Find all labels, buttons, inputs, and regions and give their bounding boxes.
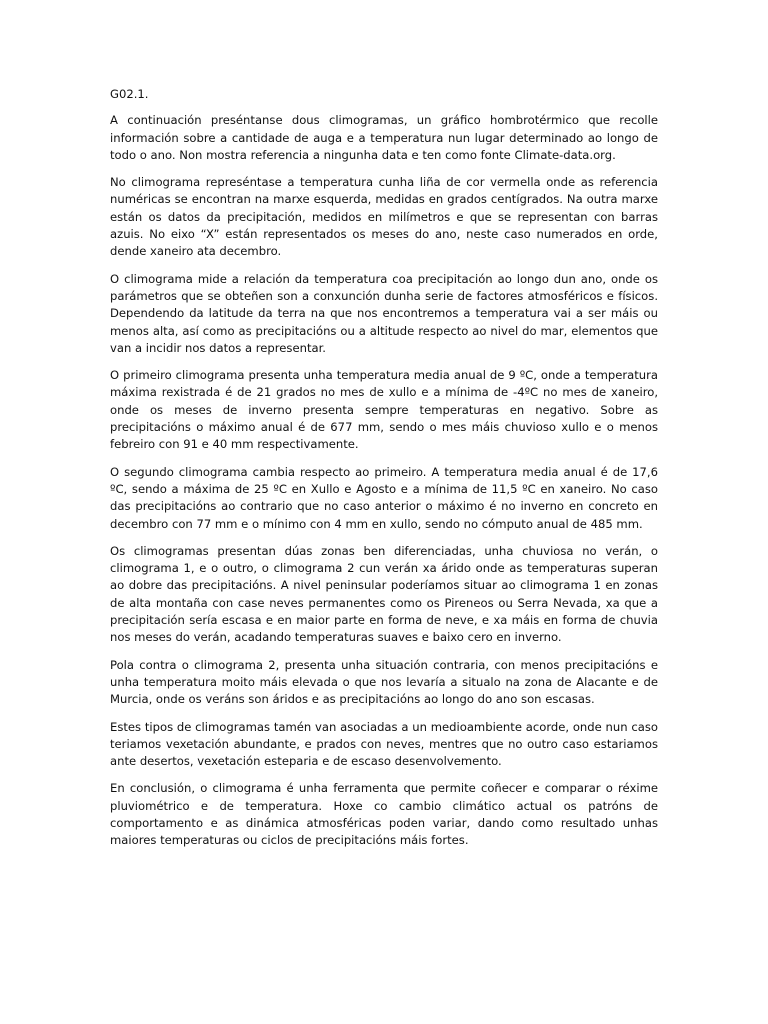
paragraph-second-climogram: O segundo climograma cambia respecto ao primeiro. A temperatura media anual é de 17,6 ºC, sendo a máxima de 25 ºC en Xullo e Agosto e a mínima de 11,5 ºC en xaneiro. No caso das precipitacións ao contrario que no caso anterior o máximo é no inverno en concreto en decembro con 77 mm e o mínimo con 4 mm en xullo, sendo no cómputo anual de 485 mm. — [110, 464, 658, 531]
document-heading: G02.1. — [110, 87, 149, 101]
document-body — [110, 86, 658, 860]
paragraph-second-location: Pola contra o climograma 2, presenta unha situación contraria, con menos precipitacións e unha temperatura moito máis elevada o que nos levaría a situalo na zona de Alacante e de Murcia, onde os veráns son áridos e as precipitacións ao longo do ano son escasas. — [110, 657, 658, 707]
paragraph-climogram-purpose: O climograma mide a relación da temperatura coa precipitación ao longo dun ano, onde os parámetros que se obteñen son a conxunción dunha serie de factores atmosféricos e físicos. Dependendo da latitude da terra na que nos encontremos a temperatura vai a ser máis ou menos alta, así como as precipitacións ou a altitude respecto ao nivel do mar, elementos que van a incidir nos datos a representar. — [110, 271, 658, 355]
paragraph-comparison: Os climogramas presentan dúas zonas ben diferenciadas, unha chuviosa no verán, o climograma 1, e o outro, o climograma 2 cun verán xa árido onde as temperaturas superan ao dobre das precipitacións. A nivel peninsular poderíamos situar ao climograma 1 en zonas de alta montaña con case neves permanentes como os Pireneos ou Serra Nevada, xa que a precipitación sería escasa e en maior parte en forma de neve, e xa máis en forma de chuvia nos meses do verán, acadando temperaturas suaves e baixo cero en inverno. — [110, 543, 658, 645]
paragraph-chart-description: No climograma represéntase a temperatura cunha liña de cor vermella onde as referencia numéricas se encontran na marxe esquerda, medidas en grados centígrados. Na outra marxe están os datos da precipitación, medidos en milímetros e que se representan con barras azuis. No eixo “X” están representados os meses do ano, neste caso numerados en orde, dende xaneiro ata decembro. — [110, 175, 658, 259]
paragraph-first-climogram: O primeiro climograma presenta unha temperatura media anual de 9 ºC, onde a temperatura máxima rexistrada é de 21 grados no mes de xullo e a mínima de -4ºC no mes de xaneiro, onde os meses de inverno presenta sempre temperaturas en negativo. Sobre as precipitacións o máximo anual é de 677 mm, sendo o mes máis chuvioso xullo e o menos febreiro con 91 e 40 mm respectivamente. — [110, 368, 658, 452]
paragraph-conclusion: En conclusión, o climograma é unha ferramenta que permite coñecer e comparar o réxime pluviométrico e de temperatura. Hoxe co cambio climático actual os patróns de comportamento e as dinámica atmosféricas poden variar, dando como resultado unhas maiores temperaturas ou ciclos de precipitacións máis fortes. — [110, 781, 658, 848]
paragraph-introduction: A continuación preséntanse dous climogramas, un gráfico hombrotérmico que recolle información sobre a cantidade de auga e a temperatura nun lugar determinado ao longo de todo o ano. Non mostra referencia a ningunha data e ten como fonte Climate-data.org. — [110, 113, 658, 162]
paragraph-environment: Estes tipos de climogramas tamén van asociadas a un medioambiente acorde, onde nun caso teriamos vexetación abundante, e prados con neves, mentres que no outro caso estariamos ante desertos, vexetación esteparia e de escaso desenvolvemento. — [110, 719, 658, 769]
